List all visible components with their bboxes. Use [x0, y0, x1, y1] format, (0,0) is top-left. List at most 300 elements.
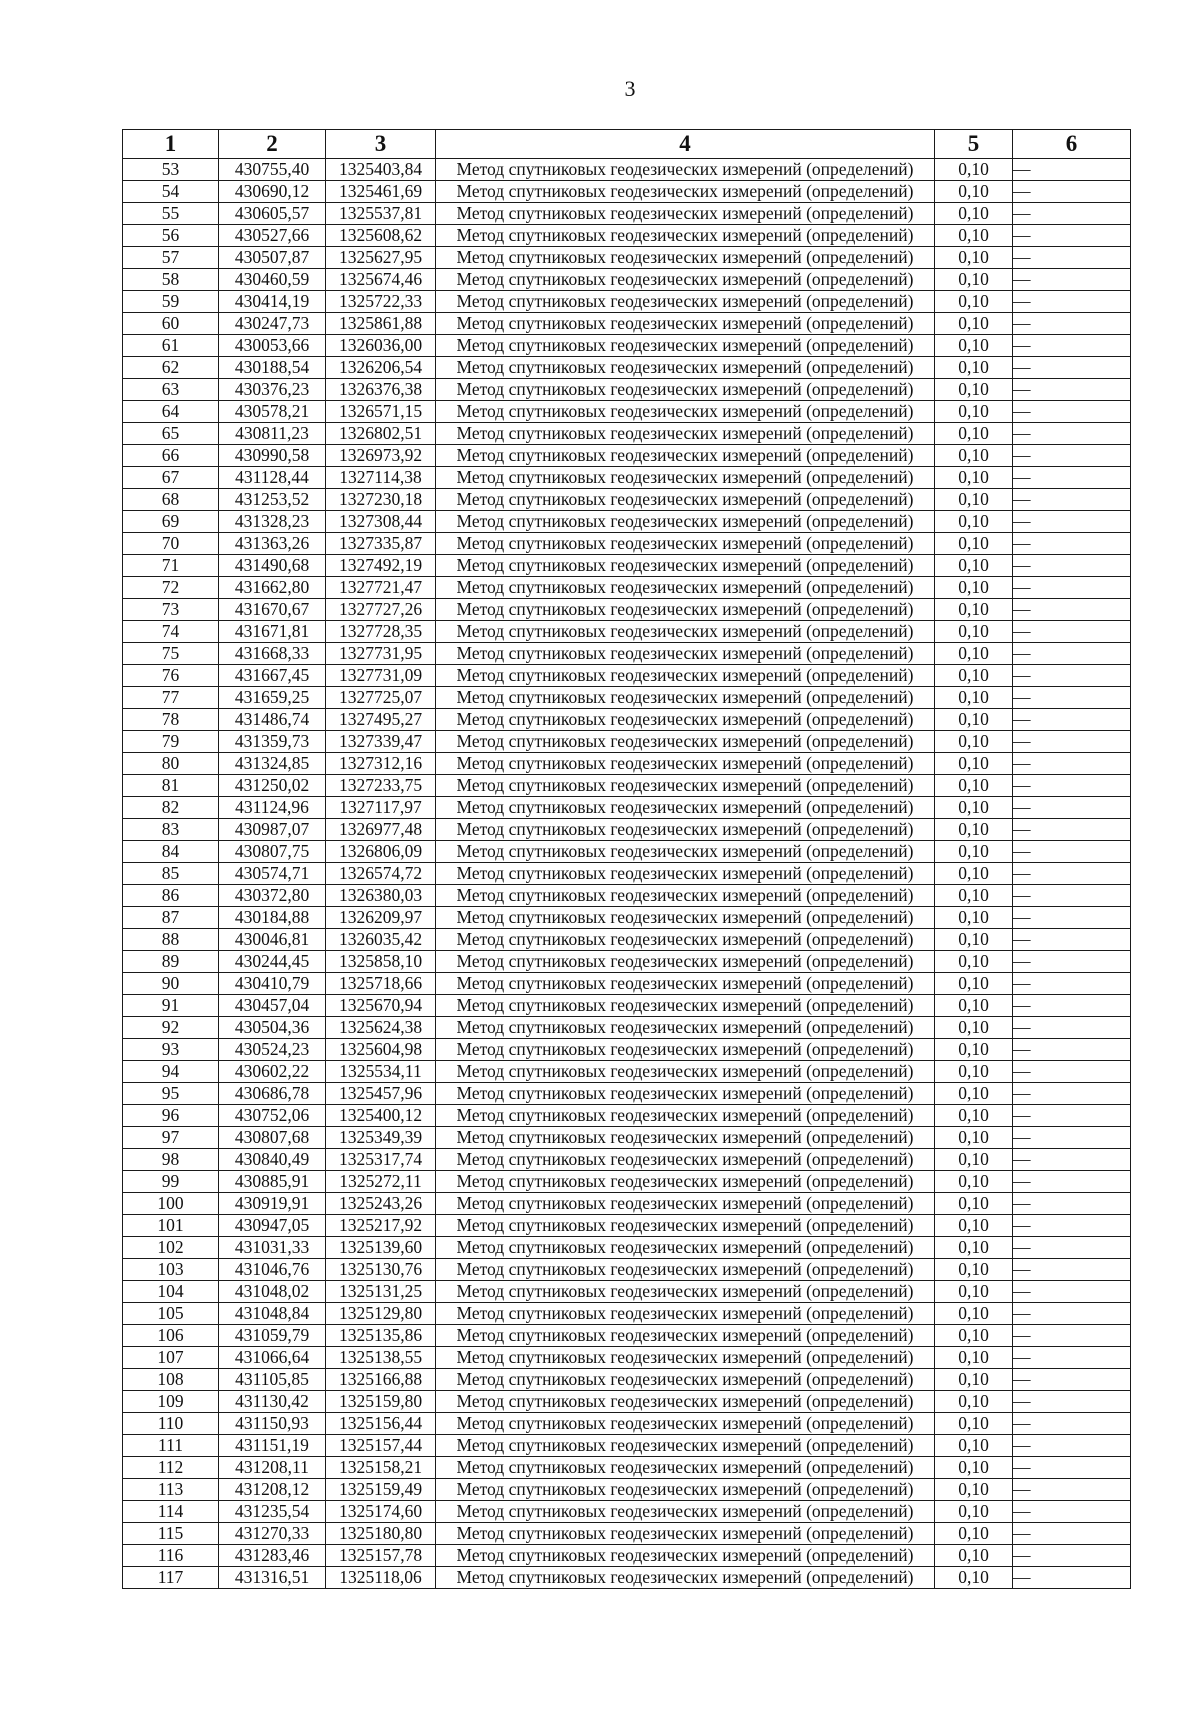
accuracy-cell: 0,10: [935, 1083, 1013, 1105]
table-row: [123, 1303, 1131, 1325]
method-cell: Метод спутниковых геодезических измерений (определений): [436, 291, 935, 313]
note-cell: —: [1013, 379, 1131, 401]
y-coordinate-cell: 1325317,74: [326, 1149, 436, 1171]
method-cell: Метод спутниковых геодезических измерений (определений): [436, 159, 935, 181]
point-number-cell: 85: [123, 863, 219, 885]
x-coordinate-cell: 430524,23: [219, 1039, 326, 1061]
table-row: [123, 445, 1131, 467]
method-cell: Метод спутниковых геодезических измерений (определений): [436, 1105, 935, 1127]
y-coordinate-cell: 1327117,97: [326, 797, 436, 819]
table-row: [123, 1281, 1131, 1303]
x-coordinate-cell: 430460,59: [219, 269, 326, 291]
y-coordinate-cell: 1326571,15: [326, 401, 436, 423]
note-cell: —: [1013, 313, 1131, 335]
x-coordinate-cell: 431671,81: [219, 621, 326, 643]
note-cell: —: [1013, 489, 1131, 511]
point-number-cell: 114: [123, 1501, 219, 1523]
note-cell: —: [1013, 885, 1131, 907]
x-coordinate-cell: 430690,12: [219, 181, 326, 203]
y-coordinate-cell: 1325604,98: [326, 1039, 436, 1061]
y-coordinate-cell: 1325349,39: [326, 1127, 436, 1149]
point-number-cell: 110: [123, 1413, 219, 1435]
header-col-6: 6: [1013, 130, 1131, 159]
x-coordinate-cell: 430752,06: [219, 1105, 326, 1127]
x-coordinate-cell: 430686,78: [219, 1083, 326, 1105]
table-header-row: [123, 130, 1131, 159]
accuracy-cell: 0,10: [935, 1215, 1013, 1237]
point-number-cell: 102: [123, 1237, 219, 1259]
method-cell: Метод спутниковых геодезических измерений (определений): [436, 1391, 935, 1413]
accuracy-cell: 0,10: [935, 159, 1013, 181]
note-cell: —: [1013, 1457, 1131, 1479]
accuracy-cell: 0,10: [935, 489, 1013, 511]
x-coordinate-cell: 431208,11: [219, 1457, 326, 1479]
point-number-cell: 113: [123, 1479, 219, 1501]
table-row: [123, 1259, 1131, 1281]
point-number-cell: 64: [123, 401, 219, 423]
y-coordinate-cell: 1326973,92: [326, 445, 436, 467]
y-coordinate-cell: 1325131,25: [326, 1281, 436, 1303]
point-number-cell: 115: [123, 1523, 219, 1545]
point-number-cell: 68: [123, 489, 219, 511]
point-number-cell: 108: [123, 1369, 219, 1391]
table-row: [123, 775, 1131, 797]
method-cell: Метод спутниковых геодезических измерений (определений): [436, 511, 935, 533]
note-cell: —: [1013, 1259, 1131, 1281]
point-number-cell: 109: [123, 1391, 219, 1413]
x-coordinate-cell: 430188,54: [219, 357, 326, 379]
method-cell: Метод спутниковых геодезических измерений (определений): [436, 203, 935, 225]
table-row: [123, 1127, 1131, 1149]
table-row: [123, 709, 1131, 731]
y-coordinate-cell: 1326036,00: [326, 335, 436, 357]
table-row: [123, 1567, 1131, 1589]
point-number-cell: 60: [123, 313, 219, 335]
header-col-2: 2: [219, 130, 326, 159]
note-cell: —: [1013, 643, 1131, 665]
y-coordinate-cell: 1327727,26: [326, 599, 436, 621]
note-cell: —: [1013, 753, 1131, 775]
table-row: [123, 1215, 1131, 1237]
point-number-cell: 70: [123, 533, 219, 555]
x-coordinate-cell: 430372,80: [219, 885, 326, 907]
point-number-cell: 84: [123, 841, 219, 863]
x-coordinate-cell: 431324,85: [219, 753, 326, 775]
accuracy-cell: 0,10: [935, 753, 1013, 775]
method-cell: Метод спутниковых геодезических измерений (определений): [436, 1149, 935, 1171]
note-cell: —: [1013, 1017, 1131, 1039]
point-number-cell: 103: [123, 1259, 219, 1281]
method-cell: Метод спутниковых геодезических измерений (определений): [436, 467, 935, 489]
table-row: [123, 313, 1131, 335]
y-coordinate-cell: 1325403,84: [326, 159, 436, 181]
accuracy-cell: 0,10: [935, 555, 1013, 577]
method-cell: Метод спутниковых геодезических измерений (определений): [436, 797, 935, 819]
x-coordinate-cell: 431670,67: [219, 599, 326, 621]
table-row: [123, 555, 1131, 577]
note-cell: —: [1013, 1545, 1131, 1567]
note-cell: —: [1013, 1501, 1131, 1523]
x-coordinate-cell: 430504,36: [219, 1017, 326, 1039]
note-cell: —: [1013, 1083, 1131, 1105]
y-coordinate-cell: 1325627,95: [326, 247, 436, 269]
method-cell: Метод спутниковых геодезических измерений (определений): [436, 885, 935, 907]
point-number-cell: 77: [123, 687, 219, 709]
note-cell: —: [1013, 357, 1131, 379]
note-cell: —: [1013, 709, 1131, 731]
note-cell: —: [1013, 511, 1131, 533]
method-cell: Метод спутниковых геодезических измерений (определений): [436, 1435, 935, 1457]
point-number-cell: 107: [123, 1347, 219, 1369]
note-cell: —: [1013, 1413, 1131, 1435]
accuracy-cell: 0,10: [935, 973, 1013, 995]
table-row: [123, 1061, 1131, 1083]
accuracy-cell: 0,10: [935, 1479, 1013, 1501]
method-cell: Метод спутниковых геодезических измерений (определений): [436, 269, 935, 291]
note-cell: —: [1013, 775, 1131, 797]
x-coordinate-cell: 431151,19: [219, 1435, 326, 1457]
table-row: [123, 247, 1131, 269]
note-cell: —: [1013, 907, 1131, 929]
table-row: [123, 357, 1131, 379]
point-number-cell: 96: [123, 1105, 219, 1127]
table-row: [123, 1039, 1131, 1061]
y-coordinate-cell: 1325139,60: [326, 1237, 436, 1259]
table-row: [123, 489, 1131, 511]
x-coordinate-cell: 431066,64: [219, 1347, 326, 1369]
point-number-cell: 111: [123, 1435, 219, 1457]
note-cell: —: [1013, 1193, 1131, 1215]
header-col-5: 5: [935, 130, 1013, 159]
accuracy-cell: 0,10: [935, 1149, 1013, 1171]
point-number-cell: 94: [123, 1061, 219, 1083]
accuracy-cell: 0,10: [935, 797, 1013, 819]
accuracy-cell: 0,10: [935, 269, 1013, 291]
x-coordinate-cell: 431328,23: [219, 511, 326, 533]
table-body: [123, 159, 1131, 1589]
accuracy-cell: 0,10: [935, 203, 1013, 225]
method-cell: Метод спутниковых геодезических измерений (определений): [436, 1215, 935, 1237]
note-cell: —: [1013, 335, 1131, 357]
point-number-cell: 82: [123, 797, 219, 819]
accuracy-cell: 0,10: [935, 643, 1013, 665]
note-cell: —: [1013, 1149, 1131, 1171]
x-coordinate-cell: 431128,44: [219, 467, 326, 489]
method-cell: Метод спутниковых геодезических измерений (определений): [436, 1193, 935, 1215]
table-row: [123, 1083, 1131, 1105]
note-cell: —: [1013, 973, 1131, 995]
accuracy-cell: 0,10: [935, 247, 1013, 269]
y-coordinate-cell: 1327233,75: [326, 775, 436, 797]
point-number-cell: 90: [123, 973, 219, 995]
y-coordinate-cell: 1325159,49: [326, 1479, 436, 1501]
x-coordinate-cell: 431031,33: [219, 1237, 326, 1259]
x-coordinate-cell: 430885,91: [219, 1171, 326, 1193]
method-cell: Метод спутниковых геодезических измерений (определений): [436, 555, 935, 577]
y-coordinate-cell: 1325157,44: [326, 1435, 436, 1457]
note-cell: —: [1013, 797, 1131, 819]
accuracy-cell: 0,10: [935, 511, 1013, 533]
x-coordinate-cell: 431208,12: [219, 1479, 326, 1501]
table-row: [123, 951, 1131, 973]
x-coordinate-cell: 430947,05: [219, 1215, 326, 1237]
accuracy-cell: 0,10: [935, 533, 1013, 555]
x-coordinate-cell: 430527,66: [219, 225, 326, 247]
point-number-cell: 54: [123, 181, 219, 203]
table-row: [123, 423, 1131, 445]
method-cell: Метод спутниковых геодезических измерений (определений): [436, 1127, 935, 1149]
accuracy-cell: 0,10: [935, 1061, 1013, 1083]
y-coordinate-cell: 1326806,09: [326, 841, 436, 863]
accuracy-cell: 0,10: [935, 181, 1013, 203]
note-cell: —: [1013, 203, 1131, 225]
note-cell: —: [1013, 731, 1131, 753]
x-coordinate-cell: 430507,87: [219, 247, 326, 269]
x-coordinate-cell: 430053,66: [219, 335, 326, 357]
y-coordinate-cell: 1326380,03: [326, 885, 436, 907]
accuracy-cell: 0,10: [935, 599, 1013, 621]
x-coordinate-cell: 431124,96: [219, 797, 326, 819]
table-row: [123, 467, 1131, 489]
method-cell: Метод спутниковых геодезических измерений (определений): [436, 1413, 935, 1435]
table-row: [123, 863, 1131, 885]
note-cell: —: [1013, 225, 1131, 247]
x-coordinate-cell: 431363,26: [219, 533, 326, 555]
y-coordinate-cell: 1325174,60: [326, 1501, 436, 1523]
method-cell: Метод спутниковых геодезических измерений (определений): [436, 577, 935, 599]
x-coordinate-cell: 431130,42: [219, 1391, 326, 1413]
table-row: [123, 731, 1131, 753]
point-number-cell: 72: [123, 577, 219, 599]
y-coordinate-cell: 1325158,21: [326, 1457, 436, 1479]
method-cell: Метод спутниковых геодезических измерений (определений): [436, 731, 935, 753]
note-cell: —: [1013, 159, 1131, 181]
x-coordinate-cell: 431046,76: [219, 1259, 326, 1281]
table-row: [123, 1435, 1131, 1457]
point-number-cell: 61: [123, 335, 219, 357]
point-number-cell: 73: [123, 599, 219, 621]
table-row: [123, 1237, 1131, 1259]
point-number-cell: 75: [123, 643, 219, 665]
method-cell: Метод спутниковых геодезических измерений (определений): [436, 643, 935, 665]
x-coordinate-cell: 431235,54: [219, 1501, 326, 1523]
accuracy-cell: 0,10: [935, 225, 1013, 247]
y-coordinate-cell: 1326035,42: [326, 929, 436, 951]
header-col-1: 1: [123, 130, 219, 159]
table-row: [123, 1017, 1131, 1039]
point-number-cell: 105: [123, 1303, 219, 1325]
note-cell: —: [1013, 1127, 1131, 1149]
x-coordinate-cell: 430807,68: [219, 1127, 326, 1149]
method-cell: Метод спутниковых геодезических измерений (определений): [436, 335, 935, 357]
accuracy-cell: 0,10: [935, 423, 1013, 445]
note-cell: —: [1013, 1303, 1131, 1325]
point-number-cell: 55: [123, 203, 219, 225]
note-cell: —: [1013, 577, 1131, 599]
point-number-cell: 98: [123, 1149, 219, 1171]
table-row: [123, 577, 1131, 599]
table-row: [123, 1457, 1131, 1479]
accuracy-cell: 0,10: [935, 1127, 1013, 1149]
method-cell: Метод спутниковых геодезических измерений (определений): [436, 533, 935, 555]
table-row: [123, 1171, 1131, 1193]
y-coordinate-cell: 1325159,80: [326, 1391, 436, 1413]
point-number-cell: 76: [123, 665, 219, 687]
x-coordinate-cell: 431250,02: [219, 775, 326, 797]
method-cell: Метод спутниковых геодезических измерений (определений): [436, 1303, 935, 1325]
point-number-cell: 112: [123, 1457, 219, 1479]
method-cell: Метод спутниковых геодезических измерений (определений): [436, 863, 935, 885]
accuracy-cell: 0,10: [935, 665, 1013, 687]
y-coordinate-cell: 1327114,38: [326, 467, 436, 489]
accuracy-cell: 0,10: [935, 1325, 1013, 1347]
method-cell: Метод спутниковых геодезических измерений (определений): [436, 973, 935, 995]
accuracy-cell: 0,10: [935, 1303, 1013, 1325]
x-coordinate-cell: 431105,85: [219, 1369, 326, 1391]
point-number-cell: 81: [123, 775, 219, 797]
table-row: [123, 533, 1131, 555]
accuracy-cell: 0,10: [935, 775, 1013, 797]
table-row: [123, 995, 1131, 1017]
point-number-cell: 117: [123, 1567, 219, 1589]
accuracy-cell: 0,10: [935, 951, 1013, 973]
y-coordinate-cell: 1325135,86: [326, 1325, 436, 1347]
y-coordinate-cell: 1325461,69: [326, 181, 436, 203]
point-number-cell: 91: [123, 995, 219, 1017]
accuracy-cell: 0,10: [935, 1391, 1013, 1413]
accuracy-cell: 0,10: [935, 467, 1013, 489]
point-number-cell: 88: [123, 929, 219, 951]
accuracy-cell: 0,10: [935, 1501, 1013, 1523]
accuracy-cell: 0,10: [935, 1457, 1013, 1479]
x-coordinate-cell: 431048,84: [219, 1303, 326, 1325]
table-row: [123, 1501, 1131, 1523]
y-coordinate-cell: 1325624,38: [326, 1017, 436, 1039]
point-number-cell: 89: [123, 951, 219, 973]
point-number-cell: 116: [123, 1545, 219, 1567]
method-cell: Метод спутниковых геодезических измерений (определений): [436, 489, 935, 511]
point-number-cell: 106: [123, 1325, 219, 1347]
point-number-cell: 71: [123, 555, 219, 577]
method-cell: Метод спутниковых геодезических измерений (определений): [436, 1347, 935, 1369]
point-number-cell: 86: [123, 885, 219, 907]
point-number-cell: 87: [123, 907, 219, 929]
x-coordinate-cell: 431359,73: [219, 731, 326, 753]
note-cell: —: [1013, 467, 1131, 489]
y-coordinate-cell: 1325400,12: [326, 1105, 436, 1127]
point-number-cell: 62: [123, 357, 219, 379]
point-number-cell: 74: [123, 621, 219, 643]
point-number-cell: 67: [123, 467, 219, 489]
x-coordinate-cell: 431668,33: [219, 643, 326, 665]
method-cell: Метод спутниковых геодезических измерений (определений): [436, 665, 935, 687]
note-cell: —: [1013, 555, 1131, 577]
y-coordinate-cell: 1327731,09: [326, 665, 436, 687]
y-coordinate-cell: 1325858,10: [326, 951, 436, 973]
point-number-cell: 69: [123, 511, 219, 533]
note-cell: —: [1013, 1567, 1131, 1589]
method-cell: Метод спутниковых геодезических измерений (определений): [436, 313, 935, 335]
method-cell: Метод спутниковых геодезических измерений (определений): [436, 1479, 935, 1501]
x-coordinate-cell: 430410,79: [219, 973, 326, 995]
method-cell: Метод спутниковых геодезических измерений (определений): [436, 1281, 935, 1303]
method-cell: Метод спутниковых геодезических измерений (определений): [436, 819, 935, 841]
method-cell: Метод спутниковых геодезических измерений (определений): [436, 709, 935, 731]
point-number-cell: 97: [123, 1127, 219, 1149]
y-coordinate-cell: 1325861,88: [326, 313, 436, 335]
point-number-cell: 80: [123, 753, 219, 775]
table-row: [123, 621, 1131, 643]
table-row: [123, 159, 1131, 181]
method-cell: Метод спутниковых геодезических измерений (определений): [436, 357, 935, 379]
x-coordinate-cell: 430457,04: [219, 995, 326, 1017]
y-coordinate-cell: 1325118,06: [326, 1567, 436, 1589]
table-row: [123, 225, 1131, 247]
note-cell: —: [1013, 1105, 1131, 1127]
accuracy-cell: 0,10: [935, 335, 1013, 357]
y-coordinate-cell: 1327312,16: [326, 753, 436, 775]
x-coordinate-cell: 430840,49: [219, 1149, 326, 1171]
point-number-cell: 53: [123, 159, 219, 181]
y-coordinate-cell: 1325130,76: [326, 1259, 436, 1281]
method-cell: Метод спутниковых геодезических измерений (определений): [436, 445, 935, 467]
y-coordinate-cell: 1325670,94: [326, 995, 436, 1017]
point-number-cell: 78: [123, 709, 219, 731]
accuracy-cell: 0,10: [935, 379, 1013, 401]
point-number-cell: 83: [123, 819, 219, 841]
x-coordinate-cell: 430807,75: [219, 841, 326, 863]
note-cell: —: [1013, 995, 1131, 1017]
point-number-cell: 100: [123, 1193, 219, 1215]
note-cell: —: [1013, 533, 1131, 555]
x-coordinate-cell: 431662,80: [219, 577, 326, 599]
header-col-4: 4: [436, 130, 935, 159]
accuracy-cell: 0,10: [935, 1347, 1013, 1369]
method-cell: Метод спутниковых геодезических измерений (определений): [436, 247, 935, 269]
table-row: [123, 1149, 1131, 1171]
accuracy-cell: 0,10: [935, 995, 1013, 1017]
y-coordinate-cell: 1327230,18: [326, 489, 436, 511]
accuracy-cell: 0,10: [935, 401, 1013, 423]
method-cell: Метод спутниковых геодезических измерений (определений): [436, 1083, 935, 1105]
x-coordinate-cell: 431283,46: [219, 1545, 326, 1567]
accuracy-cell: 0,10: [935, 731, 1013, 753]
point-number-cell: 104: [123, 1281, 219, 1303]
y-coordinate-cell: 1327308,44: [326, 511, 436, 533]
y-coordinate-cell: 1327492,19: [326, 555, 436, 577]
y-coordinate-cell: 1327728,35: [326, 621, 436, 643]
table-row: [123, 643, 1131, 665]
y-coordinate-cell: 1326376,38: [326, 379, 436, 401]
point-number-cell: 59: [123, 291, 219, 313]
method-cell: Метод спутниковых геодезических измерений (определений): [436, 401, 935, 423]
table-row: [123, 401, 1131, 423]
method-cell: Метод спутниковых геодезических измерений (определений): [436, 1545, 935, 1567]
x-coordinate-cell: 431270,33: [219, 1523, 326, 1545]
note-cell: —: [1013, 1215, 1131, 1237]
method-cell: Метод спутниковых геодезических измерений (определений): [436, 1171, 935, 1193]
y-coordinate-cell: 1325537,81: [326, 203, 436, 225]
accuracy-cell: 0,10: [935, 1523, 1013, 1545]
x-coordinate-cell: 431490,68: [219, 555, 326, 577]
y-coordinate-cell: 1325166,88: [326, 1369, 436, 1391]
y-coordinate-cell: 1325534,11: [326, 1061, 436, 1083]
method-cell: Метод спутниковых геодезических измерений (определений): [436, 1259, 935, 1281]
note-cell: —: [1013, 291, 1131, 313]
note-cell: —: [1013, 863, 1131, 885]
x-coordinate-cell: 430574,71: [219, 863, 326, 885]
y-coordinate-cell: 1326209,97: [326, 907, 436, 929]
